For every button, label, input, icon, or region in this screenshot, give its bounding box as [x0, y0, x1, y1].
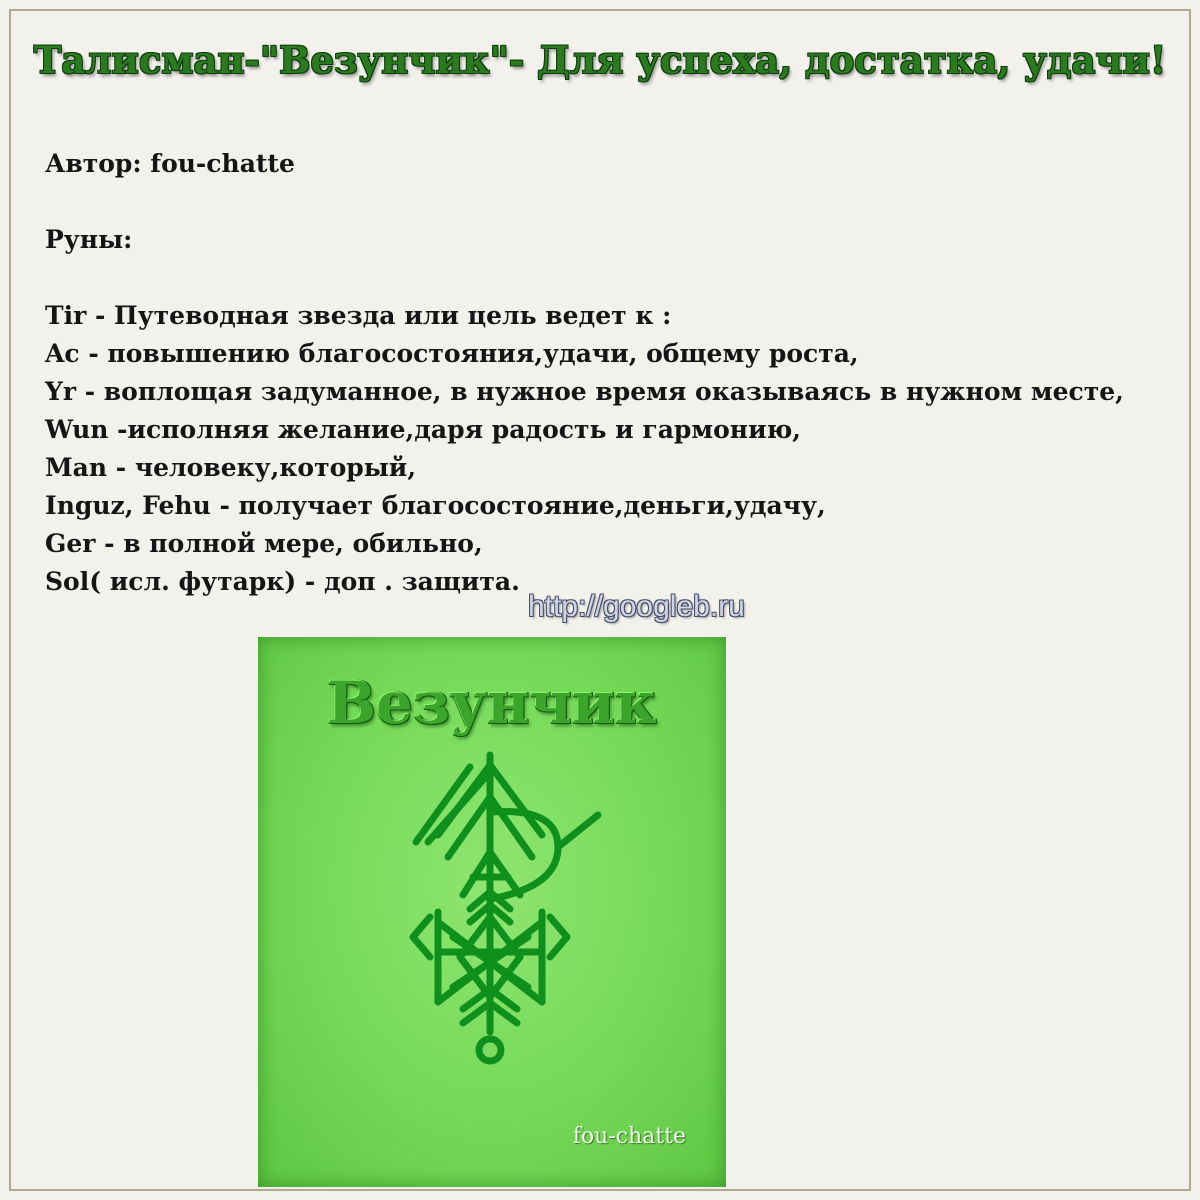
rune-line-man: Man - человеку,который,	[45, 453, 417, 482]
card-title: Везунчик	[327, 669, 657, 737]
article-body	[45, 145, 1124, 601]
card-author: fou-chatte	[572, 1124, 686, 1149]
runes-heading: Руны:	[45, 225, 133, 254]
rune-line-sol: Sol( исл. футарк) - доп . защита.	[45, 567, 520, 596]
rune-line-ac: Ac - повышению благосостояния,удачи, общему роста,	[45, 339, 859, 368]
spacer	[45, 183, 1124, 221]
rune-line-wun: Wun -исполняя желание,даря радость и гармонию,	[45, 415, 801, 444]
rune-line-yr: Yr - воплощая задуманное, в нужное время оказываясь в нужном месте,	[45, 377, 1124, 406]
rune-line-inguz-fehu: Inguz, Fehu - получает благосостояние,деньги,удачу,	[45, 491, 826, 520]
talisman-card	[258, 637, 726, 1187]
author-line: Автор: fou-chatte	[45, 149, 295, 178]
rune-line-ger: Ger - в полной мере, обильно,	[45, 529, 483, 558]
watermark-url: http://googleb.ru	[528, 590, 745, 623]
spacer	[45, 259, 1124, 297]
bindrune-icon	[258, 637, 726, 1187]
rune-line-tir: Tir - Путеводная звезда или цель ведет к :	[45, 301, 672, 330]
page-title: Талисман-"Везунчик"- Для успеха, достатка, удачи!	[33, 38, 1167, 82]
